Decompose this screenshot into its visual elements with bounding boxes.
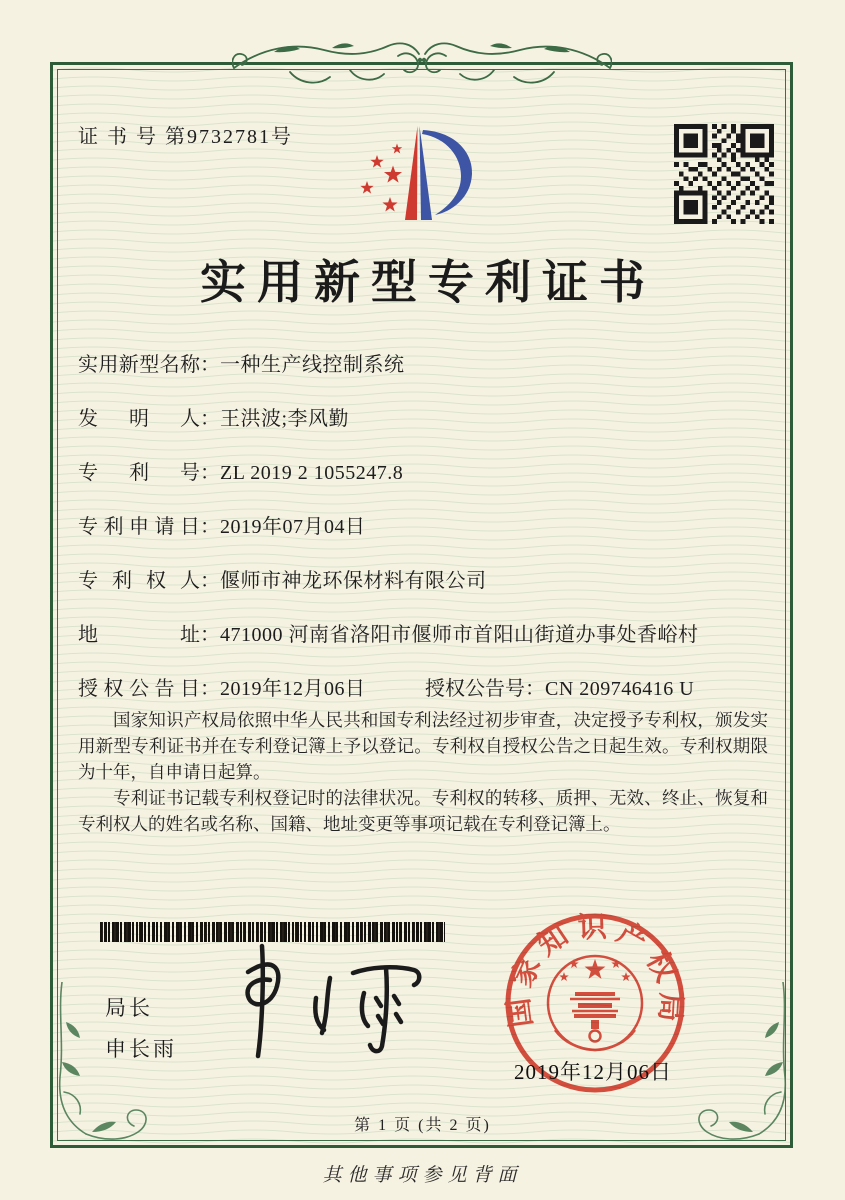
field-row-inventor <box>78 404 778 458</box>
dragon-ornament-icon <box>232 30 612 102</box>
field-value: 一种生产线控制系统 <box>220 354 405 376</box>
field-value: 偃师市神龙环保材料有限公司 <box>220 570 487 592</box>
director-title: 局长 <box>105 996 153 1020</box>
colon: ： <box>200 462 220 484</box>
field-label: 授权公告日 <box>78 678 200 700</box>
field-row-patentee <box>78 566 778 620</box>
colon: ： <box>200 570 220 592</box>
field-row-filing-date <box>78 512 778 566</box>
back-note: 其他事项参见背面 <box>322 1165 523 1186</box>
seal-text: 国家知识产权局 <box>502 911 687 1030</box>
field-value: 2019年07月04日 <box>220 516 366 538</box>
page-number: 第 1 页 (共 2 页) <box>354 1117 491 1134</box>
colon: ： <box>200 678 220 700</box>
field-list <box>78 350 778 728</box>
signature-icon <box>218 938 428 1063</box>
field-row-address <box>78 620 778 674</box>
field-label: 发明人 <box>78 408 200 430</box>
field-row-patent-no <box>78 458 778 512</box>
director-name: 申长雨 <box>105 1037 177 1061</box>
colon: ： <box>200 624 220 646</box>
certificate-number: 证 书 号 第9732781号 <box>78 126 293 148</box>
qr-code-icon <box>674 124 774 224</box>
field-label: 实用新型名称 <box>78 354 200 376</box>
field-label: 专利号 <box>78 462 200 484</box>
field-row-name <box>78 350 778 404</box>
field-value: 2019年12月06日 <box>220 678 366 700</box>
colon: ： <box>525 678 545 700</box>
colon: ： <box>200 408 220 430</box>
field-label: 授权公告号 <box>425 678 525 700</box>
paragraph-grant: 国家知识产权局依照中华人民共和国专利法经过初步审查，决定授予专利权，颁发实用新型专利证书并在专利登记簿上予以登记。专利权自授权公告之日起生效。专利权期限为十年，自申请日起算。 <box>78 710 768 782</box>
field-label: 专利申请日 <box>78 516 200 538</box>
grant-number-group <box>425 674 694 704</box>
cnipa-logo-icon <box>345 112 520 237</box>
certificate-title: 实用新型专利证书 <box>200 257 656 308</box>
field-value: 王洪波;李风勤 <box>220 408 350 430</box>
field-value: 471000 河南省洛阳市偃师市首阳山街道办事处香峪村 <box>220 624 699 646</box>
field-label: 地址 <box>78 624 200 646</box>
paragraph-register: 专利证书记载专利权登记时的法律状况。专利权的转移、质押、无效、终止、恢复和专利权人的姓名或名称、国籍、地址变更等事项记载在专利登记簿上。 <box>78 788 768 834</box>
field-label: 专利权人 <box>78 570 200 592</box>
field-value: CN 209746416 U <box>545 678 695 700</box>
seal-date: 2019年12月06日 <box>514 1060 672 1084</box>
legal-text <box>78 707 768 837</box>
field-value: ZL 2019 2 1055247.8 <box>220 462 404 484</box>
colon: ： <box>200 516 220 538</box>
colon: ： <box>200 354 220 376</box>
national-emblem-icon <box>548 956 642 1050</box>
